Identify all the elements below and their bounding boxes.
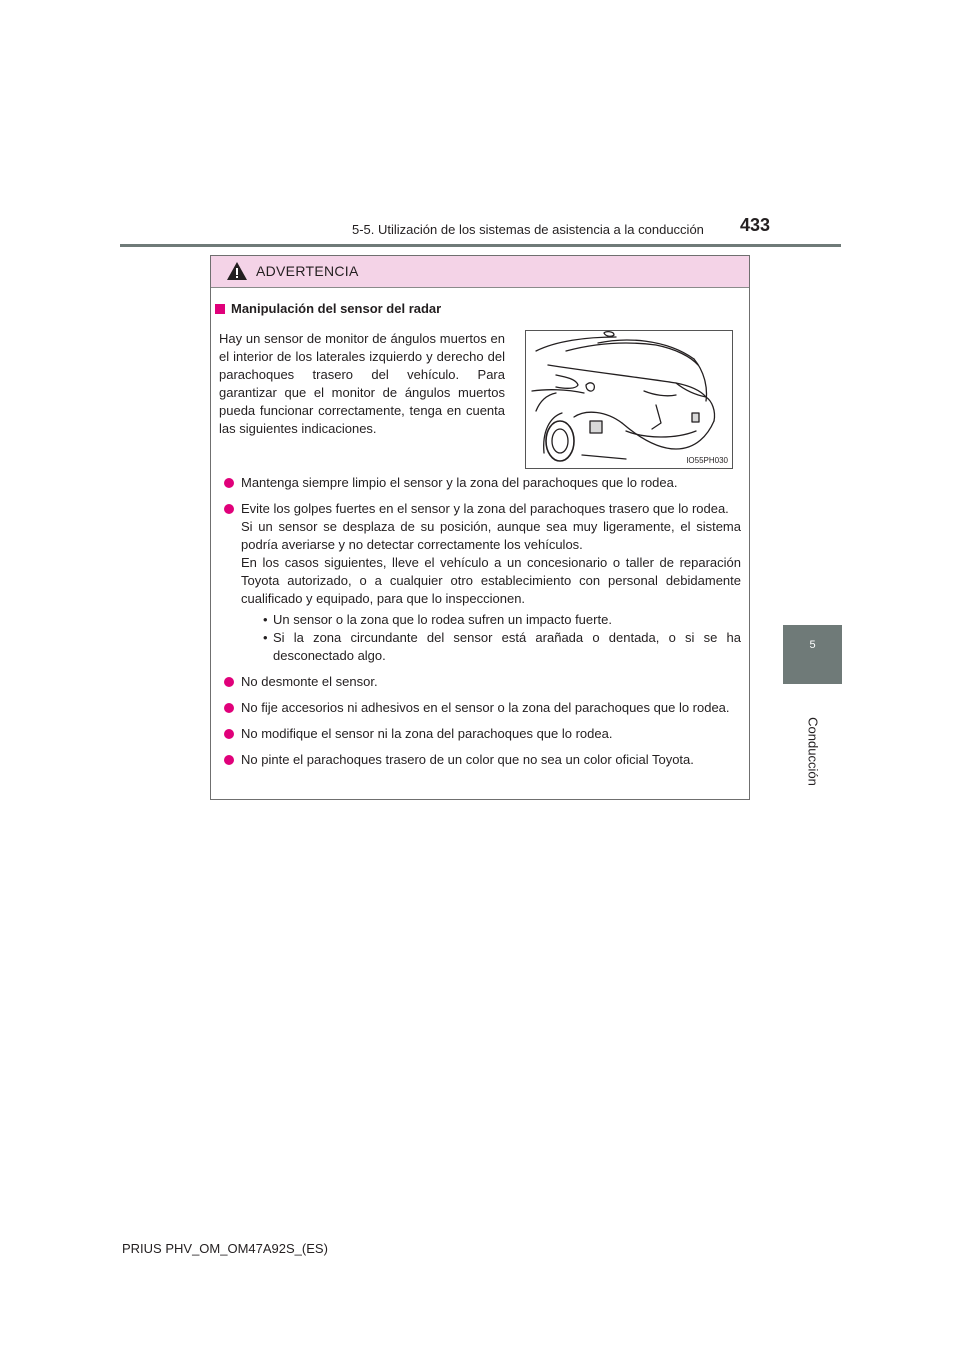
warning-title: ADVERTENCIA <box>256 263 359 279</box>
sub-bullet-icon: • <box>263 612 268 627</box>
bullet-dot-icon <box>224 677 234 687</box>
list-item <box>221 474 741 492</box>
sub-list-item <box>241 611 741 629</box>
page-number: 433 <box>740 215 771 235</box>
list-item <box>221 500 741 665</box>
bullet-dot-icon <box>224 755 234 765</box>
list-item-text: No desmonte el sensor. <box>241 674 378 689</box>
section-heading-text: Manipulación del sensor del radar <box>231 301 442 316</box>
list-item-text: No modifique el sensor ni la zona del parachoques que lo rodea. <box>241 726 613 741</box>
bullet-dot-icon <box>224 504 234 514</box>
list-item <box>221 725 741 743</box>
list-item-extra: En los casos siguientes, lleve el vehículo a un concesionario o taller de reparación Toyota autorizado, o a cualquier otro establecimiento con personal debidamente cualificado y equipado, para que lo inspeccionen. <box>241 555 741 606</box>
list-item <box>221 699 741 717</box>
list-item-text: Mantenga siempre limpio el sensor y la zona del parachoques que lo rodea. <box>241 475 678 490</box>
car-rear-icon <box>526 331 732 468</box>
list-item <box>221 673 741 691</box>
footer-document-code: PRIUS PHV_OM_OM47A92S_(ES) <box>122 1241 328 1256</box>
section-heading <box>215 301 441 316</box>
header-section-title: 5-5. Utilización de los sistemas de asistencia a la conducción <box>352 222 704 237</box>
bullet-dot-icon <box>224 478 234 488</box>
warning-header <box>211 256 749 288</box>
chapter-tab <box>783 625 842 684</box>
rear-bumper-illustration <box>525 330 733 469</box>
sub-list <box>241 611 741 665</box>
chapter-tab-number: 5 <box>809 639 816 651</box>
bullet-dot-icon <box>224 703 234 713</box>
list-item <box>221 751 741 769</box>
sub-list-item-text: Si la zona circundante del sensor está arañada o dentada, o si se ha desconectado algo. <box>273 630 741 663</box>
bullet-list <box>221 474 741 777</box>
square-bullet-icon <box>215 304 225 314</box>
warning-box <box>210 255 750 800</box>
bullet-dot-icon <box>224 729 234 739</box>
list-item-text: Evite los golpes fuertes en el sensor y la zona del parachoques trasero que lo rodea. <box>241 501 729 516</box>
list-item-text: No pinte el parachoques trasero de un color que no sea un color oficial Toyota. <box>241 752 694 767</box>
illustration-code: IO55PH030 <box>686 456 728 465</box>
list-item-text: No fije accesorios ni adhesivos en el sensor o la zona del parachoques que lo rodea. <box>241 700 730 715</box>
header-rule <box>120 244 841 247</box>
intro-paragraph: Hay un sensor de monitor de ángulos muertos en el interior de los laterales izquierdo y derecho del parachoques trasero del vehículo. Para garantizar que el monitor de ángulos muertos pueda funcionar correctamente, tenga en cuenta las siguientes indicaciones. <box>219 331 505 436</box>
warning-triangle-icon <box>226 261 248 281</box>
sub-list-item <box>241 629 741 665</box>
sub-list-item-text: Un sensor o la zona que lo rodea sufren un impacto fuerte. <box>273 612 612 627</box>
chapter-label: Conducción <box>805 717 821 786</box>
list-item-extra: Si un sensor se desplaza de su posición, aunque sea muy ligeramente, el sistema podría averiarse y no detectar correctamente los vehículos. <box>241 519 741 552</box>
sub-bullet-icon: • <box>263 630 268 645</box>
